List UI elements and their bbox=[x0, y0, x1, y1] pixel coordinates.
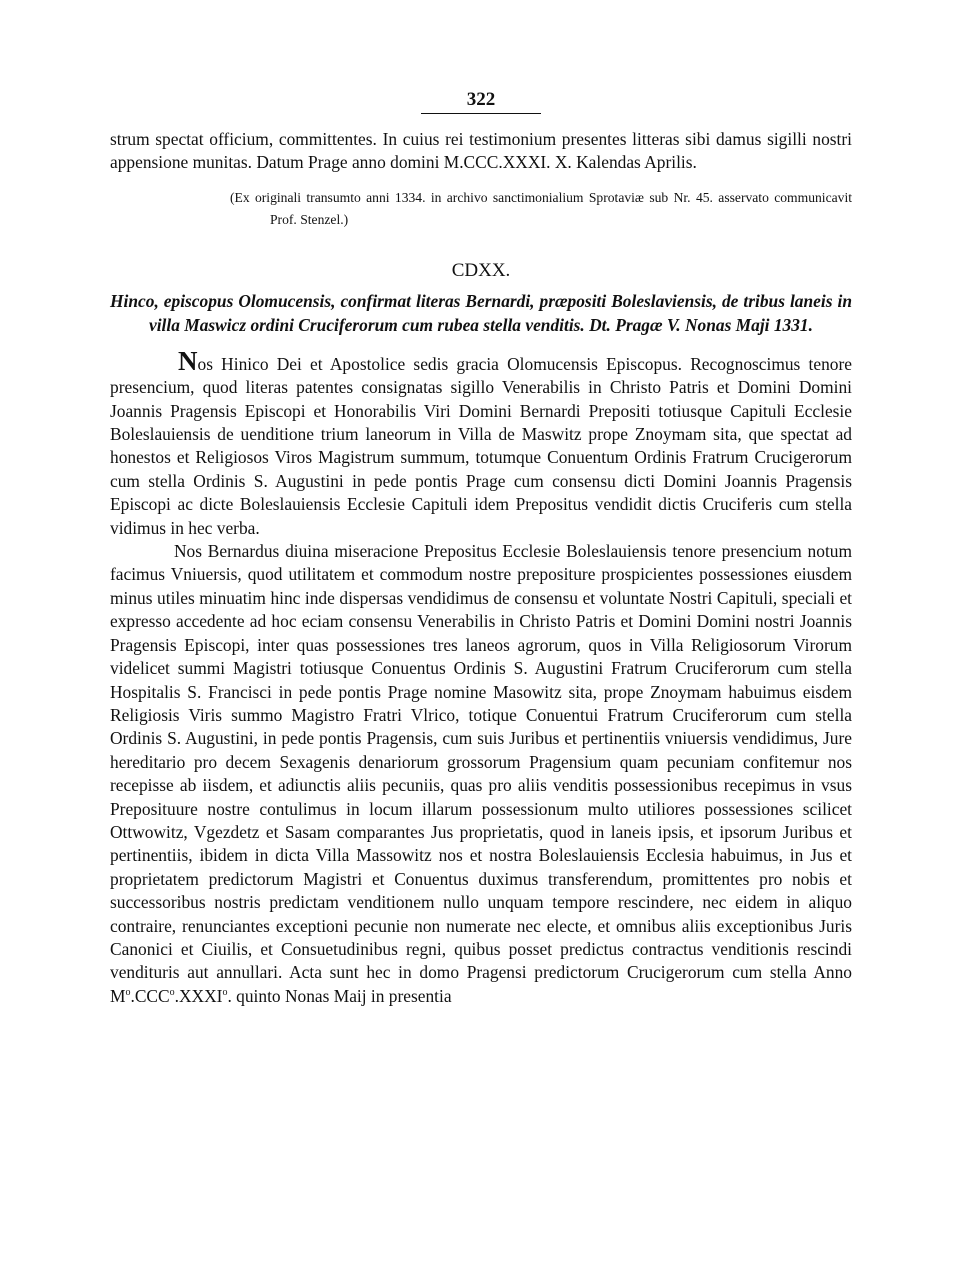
main-paragraph bbox=[110, 345, 852, 540]
superscript-o: o bbox=[125, 986, 131, 998]
date-ccc: .CCC bbox=[130, 985, 170, 1006]
superscript-o: o bbox=[169, 986, 175, 998]
page-number: 322 bbox=[421, 88, 541, 114]
continuation-paragraph: strum spectat officium, committentes. In cuius rei testimonium presentes litteras sibi damus sigilli nostri appensione munitas. Datum Prage anno domini M.CCC.XXXI. X. Kalendas Aprilis. bbox=[110, 129, 852, 173]
superscript-o: o bbox=[222, 986, 228, 998]
document-number: CDXX. bbox=[451, 259, 511, 281]
date-m: M bbox=[110, 985, 126, 1006]
regest-summary: Hinco, episcopus Olomucensis, confirmat literas Bernardi, præpositi Boleslaviensis, de tribus laneis in villa Maswicz ordini Cruciferorum cum rubea stella venditis. Dt. Pragæ V. Nonas Maji 1331. bbox=[110, 290, 852, 336]
document-page bbox=[110, 88, 852, 1008]
charter-paragraph-end: . quinto Nonas Maij in presentia bbox=[227, 985, 452, 1006]
initial-letter: N bbox=[178, 345, 198, 376]
charter-paragraph-text: Nos Bernardus diuina miseracione Prepositus Ecclesie Boleslauiensis tenore presencium notum facimus Vniuersis, quod utilitatem et commodum nostre prepositure prospicientes possessiones eiusdem minus utiles minuatim hinc inde dispersas vendidimus de consensu et voluntate Nostri Capituli, speciali et expresso accedente ad hoc eciam consensu Venerabilis in Christo Patris et Domini Domini nostri Joannis Pragensis Episcopi, inter quas possessiones tres laneos agrorum, quos in Villa Religiosorum Virorum videlicet summi Magistri totiusque Conuentus Ordinis S. Augustini Fratrum Cruciferorum cum stella Hospitalis S. Francisci in pede pontis Prage nomine Masowitz sita, prope Znoymam habuimus eisdem Religiosis Viris summo Magistro Fratri Vlrico, totique Conuentui Fratrum Cruciferorum cum stella Ordinis S. Augustini, in pede pontis Pragensis, cum suis Juribus et pertinentiis vniuersis vendidimus, Jure hereditario pro decem Sexagenis denariorum grossorum Pragensium quam pecuniam confitemur nos recepisse ab iisdem, et adiunctis aliis pecuniis, quas pro aliis venditis possessionibus recepimus in vsus Preposituure nostre contulimus in locum illarum possessionum multo utiliores possessiones scilicet Ottwowitz, Vgezdetz et Sasam comparantes Jus proprietatis, quod in laneis ipsis, et ipsorum Juribus et pertinentiis, ibidem in dicta Villa Massowitz nos et nostra Boleslauiensis Ecclesia habuimus, in Jus et proprietatem predictorum Magistri et Conuentus duximus transferendum, promittentes pro nobis et successoribus nostris predictam venditionem nullo unquam tempore rescindere, nec eidem in aliquo contraire, renunciantes exceptioni pecunie non numerate nec electe, et omnibus aliis exceptionibus Juris Canonici et Ciuilis, et Consuetudinibus regni, quibus posset predictus contractus venditionis rescindi venditurіs aut annullari. Acta sunt hec in domo Pragensi predictorum Crucigerorum cum stella Anno bbox=[110, 541, 852, 983]
source-note: (Ex originali transumto anni 1334. in archivo sanctimonialium Sprotaviæ sub Nr. 45. asservato communicavit Prof. Stenzel.) bbox=[230, 189, 852, 227]
main-paragraph-text: os Hinico Dei et Apostolice sedis gracia Olomucensis Episcopus. Recognoscimus tenore presencium, quod literas patentes consignatas sigillo Venerabilis in Christo Patris et Domini Domini Joannis Pragensis Episcopi et Honorabilis Viri Domini Bernardi Prepositi totiusque Capituli Ecclesie Boleslauiensis de uenditione trium laneorum in Villa de Maswitz prope Znoymam sita, que spectat ad honestos et Religiosos Viros Magistrum summum, totumque Conuentum Ordinis Fratrum Crucigerorum cum stella Ordinis S. Augustini in pede pontis Prage cum consensu dicti Domini Joannis Pragensis Episcopi ac dicte Boleslauiensis Ecclesie Capituli idem Prepositus vendidit dictis Cruciferis cum stella vidimus in hec verba. bbox=[110, 353, 852, 538]
date-xxxi: .XXXI bbox=[174, 985, 223, 1006]
charter-paragraph bbox=[110, 540, 852, 1008]
